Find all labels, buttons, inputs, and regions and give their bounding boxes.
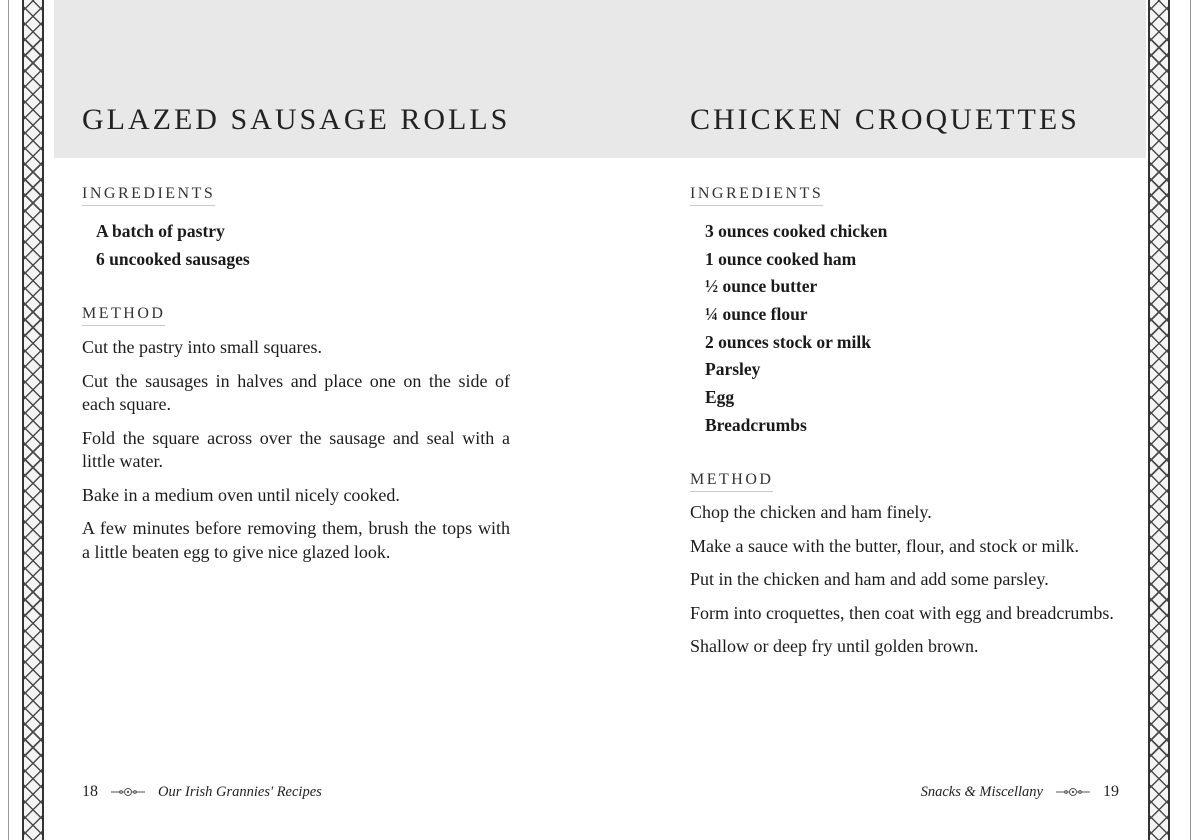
- method-step: Cut the pastry into small squares.: [82, 337, 322, 357]
- ingredient-item: 1 ounce cooked ham: [705, 248, 857, 269]
- page-footer: [82, 783, 322, 801]
- method-list: [82, 336, 510, 574]
- method-step: Cut the sausages in halves and place one on the side of each square.: [82, 370, 510, 414]
- method-step: Bake in a medium oven until nicely cooked.: [82, 484, 400, 505]
- method-step: A few minutes before removing them, brush the tops with a little beaten egg to give nice glazed look.: [82, 518, 510, 562]
- running-title: Snacks & Miscellany: [920, 783, 1043, 800]
- ingredients-list: [96, 220, 250, 275]
- swirl-flourish-icon: [1055, 785, 1091, 799]
- ingredients-heading: INGREDIENTS: [690, 185, 823, 206]
- running-title: Our Irish Grannies' Recipes: [158, 783, 322, 800]
- ingredient-item: 3 ounces cooked chicken: [705, 221, 888, 241]
- ingredient-item: ½ ounce butter: [705, 276, 818, 297]
- page-number: 18: [82, 783, 98, 800]
- page-footer: [921, 783, 1119, 801]
- method-heading: METHOD: [82, 305, 165, 326]
- method-step: Form into croquettes, then coat with egg and breadcrumbs.: [690, 602, 1114, 623]
- ingredient-item: A batch of pastry: [96, 221, 225, 241]
- celtic-border-right-icon: [1148, 0, 1170, 840]
- ingredient-item: Parsley: [705, 359, 761, 380]
- method-list: [690, 501, 1130, 669]
- method-heading: METHOD: [690, 471, 773, 492]
- ingredient-item: Egg: [705, 387, 735, 408]
- ingredient-item: 2 ounces stock or milk: [705, 331, 871, 352]
- ingredient-item: ¼ ounce flour: [705, 304, 808, 325]
- page-number: 19: [1103, 783, 1119, 800]
- recipe-title: CHICKEN CROQUETTES: [690, 103, 1080, 136]
- ingredient-item: Breadcrumbs: [705, 414, 807, 435]
- method-step: Make a sauce with the butter, flour, and stock or milk.: [690, 535, 1079, 556]
- method-step: Put in the chicken and ham and add some parsley.: [690, 569, 1049, 589]
- ingredients-list: [705, 220, 887, 442]
- border-rule-line: [1190, 0, 1191, 840]
- method-step: Shallow or deep fry until golden brown.: [690, 636, 979, 656]
- celtic-border-left-icon: [22, 0, 44, 840]
- ingredient-item: 6 uncooked sausages: [96, 248, 250, 269]
- swirl-flourish-icon: [110, 785, 146, 799]
- ingredients-heading: INGREDIENTS: [82, 185, 215, 206]
- method-step: Fold the square across over the sausage and seal with a little water.: [82, 427, 510, 471]
- recipe-title: GLAZED SAUSAGE ROLLS: [82, 103, 511, 136]
- border-rule-line: [8, 0, 9, 840]
- method-step: Chop the chicken and ham finely.: [690, 502, 932, 522]
